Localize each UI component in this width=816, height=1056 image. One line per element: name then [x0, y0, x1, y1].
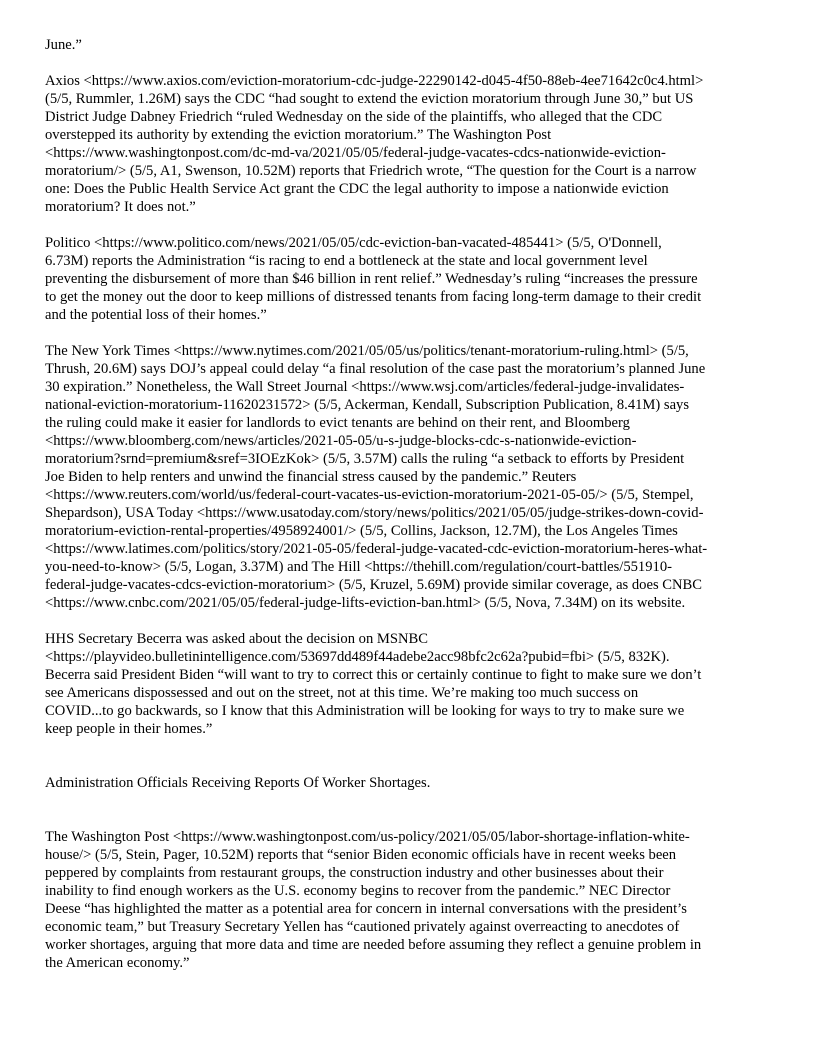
paragraph-nytimes: The New York Times <https://www.nytimes.com/2021/05/05/us/politics/tenant-moratorium-ruling.html> (5/5, Thrush, 20.6M) says DOJ’s appeal could delay “a final resolution of the case past the moratorium’s planned June 30 expiration.” Nonetheless, the Wall Street Journal <https://www.wsj.com/articles/federal-judge-invalidates- national-eviction-moratorium-11620231572> (5/5, Ackerman, Kendall, Subscription Publication, 8.41M) says the ruling could make it easier for landlords to evict tenants are behind on their rent, and Bloomberg <https://www.bloomberg.com/news/articles/2021-05-05/u-s-judge-blocks-cdc-s-nationwide-eviction- moratorium?srnd=premium&sref=3IOEzKok> (5/5, 3.57M) calls the ruling “a setback to efforts by President Joe Biden to help renters and unwind the financial stress caused by the pandemic.” Reuters <https://www.reuters.com/world/us/federal-court-vacates-us-eviction-moratorium-2021-05-05/> (5/5, Stempel, Shepardson), USA Today <https://www.usatoday.com/story/news/politics/2021/05/05/judge-strikes-down-covid- moratorium-eviction-rental-properties/4958924001/> (5/5, Collins, Jackson, 12.7M), the Los Angeles Times <https://www.latimes.com/politics/story/2021-05-05/federal-judge-vacated-cdc-eviction-moratorium-heres-what- you-need-to-know> (5/5, Logan, 3.37M) and The Hill <https://thehill.com/regulation/court-battles/551910- federal-judge-vacates-cdcs-eviction-moratorium> (5/5, Kruzel, 5.69M) provide similar coverage, as does CNBC <https://www.cnbc.com/2021/05/05/federal-judge-lifts-eviction-ban.html> (5/5, Nova, 7.34M) on its website.: [45, 343, 708, 611]
paragraph-june-ending: June.”: [45, 37, 82, 53]
paragraph-spacer: [45, 216, 772, 234]
paragraph-becerra: HHS Secretary Becerra was asked about the decision on MSNBC <https://playvideo.bulletinintelligence.com/53697dd489f44adebe2acc98bfc2c62a?pubid=fbi> (5/5, 832K). Becerra said President Biden “will want to try to correct this or certainly continue to fight to make sure we don’t see Americans dispossessed and out on the street, not at this time. We’re making too much success on COVID...to go backwards, so I know that this Administration will be looking for ways to try to make sure we keep people in their homes.”: [45, 631, 702, 737]
section-heading: Administration Officials Receiving Reports Of Worker Shortages.: [45, 775, 431, 791]
paragraph-washington-post: The Washington Post <https://www.washingtonpost.com/us-policy/2021/05/05/labor-shortage-inflation-white- house/> (5/5, Stein, Pager, 10.52M) reports that “senior Biden economic officials have in recent weeks been peppered by complaints from restaurant groups, the construction industry and other businesses about their inability to find enough workers as the U.S. economy begins to recover from the pandemic.” NEC Director Deese “has highlighted the matter as a potential area for concern in internal conversations with the president’s economic team,” but Treasury Secretary Yellen has “cautioned privately against overreacting to anecdotes of worker shortages, arguing that more data and time are needed before assuming they reflect a genuine problem in the American economy.”: [45, 829, 702, 971]
paragraph-politico: Politico <https://www.politico.com/news/2021/05/05/cdc-eviction-ban-vacated-485441> (5/5, O'Donnell, 6.73M) reports the Administration “is racing to end a bottleneck at the state and local government level preventing the disbursement of more than $46 billion in rent relief.” Wednesday’s ruling “increases the pressure to get the money out the door to keep millions of distressed tenants from facing long-term damage to their credit and the potential loss of their homes.”: [45, 235, 702, 323]
paragraph-spacer: [45, 612, 772, 630]
section-spacer: [45, 738, 772, 774]
paragraph-spacer: [45, 54, 772, 72]
section-spacer: [45, 792, 772, 828]
paragraph-spacer: [45, 324, 772, 342]
paragraph-axios: Axios <https://www.axios.com/eviction-moratorium-cdc-judge-22290142-d045-4f50-88eb-4ee71642c0c4.html> (5/5, Rummler, 1.26M) says the CDC “had sought to extend the eviction moratorium through June 30,” but US District Judge Dabney Friedrich “ruled Wednesday on the side of the plaintiffs, who alleged that the CDC overstepped its authority by extending the eviction moratorium.” The Washington Post <https://www.washingtonpost.com/dc-md-va/2021/05/05/federal-judge-vacates-cdcs-nationwide-eviction- moratorium/> (5/5, A1, Swenson, 10.52M) reports that Friedrich wrote, “The question for the Court is a narrow one: Does the Public Health Service Act grant the CDC the legal authority to impose a nationwide eviction moratorium? It does not.”: [45, 73, 704, 215]
